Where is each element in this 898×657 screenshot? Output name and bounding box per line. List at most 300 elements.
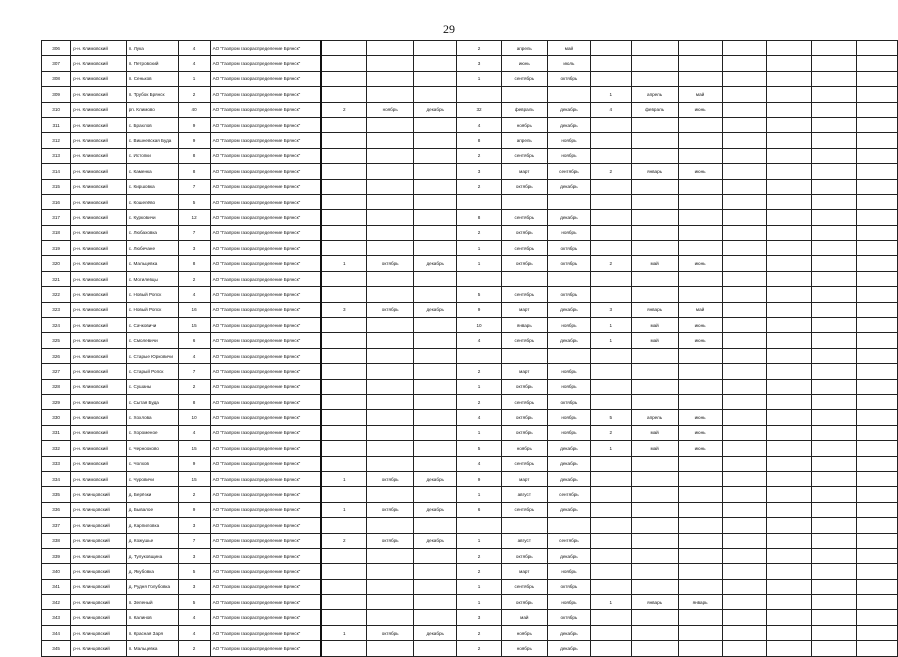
cell-s2-start: октябрь [501,410,547,425]
cell-s3-end: июнь [678,318,722,333]
cell-s4-start [766,256,811,271]
cell-s3-start [631,579,678,594]
cell-s5 [857,87,898,102]
cell-s3-start [631,210,678,225]
cell-organization: АО "Газпром газораспределение Брянск" [210,641,321,656]
cell-s4-count [722,641,766,656]
table-row [42,71,898,86]
table-row [42,579,898,594]
cell-s4-count [722,333,766,348]
cell-s4-end [812,641,857,656]
cell-district: р-н. Клинцовский [71,564,126,579]
cell-s1-end: декабрь [414,502,457,517]
cell-s2-count: 8 [457,133,502,148]
cell-s2-count: 4 [457,456,502,471]
cell-s3-count: 2 [591,164,632,179]
cell-s2-count: 4 [457,410,502,425]
cell-s2-count: 2 [457,148,502,163]
cell-district: р-н. Климовский [71,225,126,240]
cell-s2-count: 2 [457,625,502,640]
cell-count: 7 [178,225,210,240]
cell-s1-count [321,56,366,71]
cell-s3-end: май [678,87,722,102]
cell-s3-start [631,71,678,86]
cell-count: 5 [178,595,210,610]
cell-row-number: 338 [42,533,71,548]
cell-s2-start [501,271,547,286]
cell-s2-end [547,194,590,209]
cell-row-number: 309 [42,87,71,102]
cell-settlement: п. Мальцевка [126,641,178,656]
cell-s1-start [367,518,414,533]
cell-s1-count [321,641,366,656]
cell-s2-end [547,348,590,363]
cell-s3-count [591,456,632,471]
cell-s1-end [414,41,457,56]
cell-s1-count [321,225,366,240]
cell-s4-end [812,564,857,579]
cell-count: 2 [178,271,210,286]
cell-s2-start: май [501,610,547,625]
cell-district: р-н. Климовский [71,318,126,333]
cell-s3-count [591,348,632,363]
cell-count: 1 [178,71,210,86]
cell-s3-start [631,394,678,409]
cell-s3-end [678,287,722,302]
cell-s4-end [812,164,857,179]
cell-organization: АО "Газпром газораспределение Брянск" [210,487,321,502]
cell-s4-count [722,302,766,317]
cell-s5 [857,548,898,563]
cell-count: 40 [178,102,210,117]
cell-row-number: 341 [42,579,71,594]
cell-s1-start [367,164,414,179]
cell-s5 [857,56,898,71]
cell-count: 9 [178,502,210,517]
cell-s4-count [722,225,766,240]
cell-s1-start [367,564,414,579]
cell-s2-count: 3 [457,56,502,71]
cell-s2-start: март [501,302,547,317]
cell-s3-end [678,225,722,240]
cell-s4-end [812,87,857,102]
cell-s2-end: декабрь [547,471,590,486]
cell-s3-start [631,610,678,625]
cell-organization: АО "Газпром газораспределение Брянск" [210,518,321,533]
cell-s4-count [722,271,766,286]
cell-s2-start: март [501,164,547,179]
cell-s2-end: ноябрь [547,595,590,610]
cell-s3-start: февраль [631,102,678,117]
cell-organization: АО "Газпром газораспределение Брянск" [210,333,321,348]
cell-settlement: с. Чернооково [126,441,178,456]
cell-s3-start [631,56,678,71]
cell-s4-start [766,133,811,148]
cell-s2-start: октябрь [501,595,547,610]
cell-district: р-н. Климовский [71,364,126,379]
cell-s1-count [321,318,366,333]
cell-settlement: д. Рудня Голубовка [126,579,178,594]
cell-s4-start [766,225,811,240]
cell-s3-start [631,194,678,209]
cell-s2-start [501,87,547,102]
table-row [42,287,898,302]
cell-count: 8 [178,256,210,271]
cell-s3-start [631,518,678,533]
cell-s2-end: декабрь [547,456,590,471]
table-row [42,333,898,348]
cell-s3-end [678,117,722,132]
cell-s4-start [766,164,811,179]
cell-s3-end [678,41,722,56]
cell-organization: АО "Газпром газораспределение Брянск" [210,102,321,117]
cell-district: р-н. Климовский [71,71,126,86]
cell-row-number: 310 [42,102,71,117]
cell-s4-start [766,641,811,656]
cell-count: 4 [178,610,210,625]
cell-s3-end: июнь [678,164,722,179]
cell-s5 [857,210,898,225]
table-row [42,610,898,625]
cell-organization: АО "Газпром газораспределение Брянск" [210,71,321,86]
cell-s4-start [766,56,811,71]
cell-s2-start: сентябрь [501,71,547,86]
cell-s3-count [591,41,632,56]
cell-s3-start [631,641,678,656]
table-row [42,564,898,579]
cell-s2-count: 10 [457,318,502,333]
cell-s5 [857,641,898,656]
cell-s5 [857,456,898,471]
cell-s2-end: сентябрь [547,533,590,548]
cell-s2-end: ноябрь [547,148,590,163]
cell-s2-count: 1 [457,379,502,394]
cell-s1-start: октябрь [367,471,414,486]
cell-count: 4 [178,348,210,363]
cell-s2-start [501,518,547,533]
cell-count: 2 [178,641,210,656]
cell-settlement: п. Сеньков [126,71,178,86]
cell-organization: АО "Газпром газораспределение Брянск" [210,548,321,563]
cell-district: р-н. Климовский [71,179,126,194]
cell-s3-end [678,56,722,71]
cell-s4-start [766,610,811,625]
cell-s1-start [367,379,414,394]
cell-s5 [857,164,898,179]
cell-s3-count [591,56,632,71]
cell-settlement: п. Красная Заря [126,625,178,640]
cell-s1-count [321,579,366,594]
cell-s2-count [457,194,502,209]
cell-s2-start: сентябрь [501,333,547,348]
cell-settlement: рп. Климово [126,102,178,117]
cell-s4-end [812,287,857,302]
cell-settlement: д. Берёзки [126,487,178,502]
cell-s1-count [321,456,366,471]
cell-district: р-н. Климовский [71,133,126,148]
cell-s5 [857,564,898,579]
table-row [42,210,898,225]
cell-s4-count [722,379,766,394]
cell-count: 9 [178,456,210,471]
cell-district: р-н. Климовский [71,410,126,425]
cell-s2-end: декабрь [547,210,590,225]
cell-s3-count: 1 [591,87,632,102]
cell-s5 [857,318,898,333]
cell-s2-count: 1 [457,579,502,594]
cell-s1-start [367,56,414,71]
cell-organization: АО "Газпром газораспределение Брянск" [210,117,321,132]
cell-settlement: с. Любечане [126,241,178,256]
cell-s4-end [812,318,857,333]
cell-s3-start [631,487,678,502]
cell-s2-end [547,87,590,102]
cell-s1-count: 1 [321,471,366,486]
cell-s5 [857,194,898,209]
cell-s1-end [414,87,457,102]
cell-organization: АО "Газпром газораспределение Брянск" [210,625,321,640]
cell-s3-count [591,641,632,656]
cell-s1-count [321,548,366,563]
table-row [42,41,898,56]
table-row [42,318,898,333]
cell-s4-end [812,441,857,456]
cell-s2-count: 1 [457,71,502,86]
cell-s4-count [722,595,766,610]
cell-row-number: 340 [42,564,71,579]
cell-row-number: 333 [42,456,71,471]
cell-settlement: с. Мальцевка [126,256,178,271]
cell-s3-start [631,179,678,194]
cell-s5 [857,425,898,440]
cell-settlement: п. Лука [126,41,178,56]
cell-settlement: д. Бывалое [126,502,178,517]
cell-s2-count: 2 [457,548,502,563]
cell-s5 [857,625,898,640]
cell-s1-start [367,271,414,286]
table-row [42,625,898,640]
cell-s3-count [591,148,632,163]
cell-s4-count [722,194,766,209]
cell-s1-end [414,194,457,209]
cell-row-number: 337 [42,518,71,533]
cell-s4-end [812,579,857,594]
cell-organization: АО "Газпром газораспределение Брянск" [210,471,321,486]
cell-settlement: п. Трубок Брянск [126,87,178,102]
cell-district: р-н. Климовский [71,379,126,394]
cell-s2-start: март [501,364,547,379]
cell-s3-count [591,133,632,148]
cell-s4-start [766,41,811,56]
cell-s4-start [766,595,811,610]
cell-s3-start [631,287,678,302]
cell-row-number: 326 [42,348,71,363]
cell-s5 [857,518,898,533]
cell-count: 4 [178,425,210,440]
cell-s4-end [812,102,857,117]
cell-s4-count [722,548,766,563]
cell-organization: АО "Газпром газораспределение Брянск" [210,87,321,102]
cell-s2-end: ноябрь [547,379,590,394]
cell-district: р-н. Климовский [71,333,126,348]
cell-count: 9 [178,133,210,148]
cell-settlement: с. Новый Ропск [126,287,178,302]
cell-s1-count [321,441,366,456]
cell-row-number: 317 [42,210,71,225]
cell-s2-end: декабрь [547,441,590,456]
cell-district: р-н. Климовский [71,271,126,286]
cell-s2-count: 2 [457,225,502,240]
cell-row-number: 321 [42,271,71,286]
cell-s3-end: июнь [678,256,722,271]
cell-s4-count [722,471,766,486]
cell-s3-start: январь [631,595,678,610]
cell-s3-count [591,287,632,302]
cell-s3-end: январь [678,595,722,610]
gasification-schedule-table [41,40,898,657]
cell-s1-count [321,148,366,163]
cell-row-number: 330 [42,410,71,425]
cell-s2-count: 2 [457,41,502,56]
cell-s3-start: апрель [631,87,678,102]
cell-s2-end: декабрь [547,641,590,656]
cell-s1-count [321,348,366,363]
cell-district: р-н. Климовский [71,287,126,302]
cell-s1-end [414,287,457,302]
cell-s3-end [678,610,722,625]
cell-s1-end [414,487,457,502]
cell-row-number: 339 [42,548,71,563]
cell-settlement: с. Могилевцы [126,271,178,286]
cell-s1-start: ноябрь [367,102,414,117]
cell-row-number: 331 [42,425,71,440]
cell-s4-end [812,625,857,640]
cell-row-number: 334 [42,471,71,486]
cell-count: 3 [178,518,210,533]
cell-count: 15 [178,318,210,333]
cell-organization: АО "Газпром газораспределение Брянск" [210,271,321,286]
cell-s4-start [766,548,811,563]
cell-count: 8 [178,394,210,409]
cell-settlement: с. Хохлова [126,410,178,425]
cell-organization: АО "Газпром газораспределение Брянск" [210,225,321,240]
cell-s4-start [766,210,811,225]
cell-s4-end [812,225,857,240]
cell-s3-count [591,548,632,563]
cell-s5 [857,595,898,610]
cell-s3-end [678,518,722,533]
cell-organization: АО "Газпром газораспределение Брянск" [210,595,321,610]
cell-s4-count [722,287,766,302]
cell-settlement: с. Сушаны [126,379,178,394]
cell-row-number: 315 [42,179,71,194]
cell-s2-start: ноябрь [501,117,547,132]
cell-s1-start [367,364,414,379]
cell-s2-start: октябрь [501,256,547,271]
cell-s1-end [414,133,457,148]
cell-organization: АО "Газпром газораспределение Брянск" [210,318,321,333]
cell-s3-start: май [631,441,678,456]
cell-s1-start [367,287,414,302]
cell-s5 [857,579,898,594]
cell-s4-end [812,348,857,363]
cell-s3-count [591,394,632,409]
table-row [42,148,898,163]
table-body [42,41,898,657]
cell-s3-count [591,502,632,517]
cell-s4-start [766,379,811,394]
cell-s2-end: декабрь [547,333,590,348]
cell-row-number: 335 [42,487,71,502]
cell-settlement: с. Любаховка [126,225,178,240]
cell-s1-start [367,241,414,256]
cell-s1-end [414,518,457,533]
cell-s1-start [367,333,414,348]
cell-district: р-н. Клинцовский [71,533,126,548]
cell-row-number: 306 [42,41,71,56]
cell-s2-start: сентябрь [501,210,547,225]
cell-s1-start: октябрь [367,256,414,271]
cell-s3-count [591,271,632,286]
cell-s2-count: 8 [457,210,502,225]
cell-count: 6 [178,333,210,348]
cell-s4-count [722,133,766,148]
cell-s4-end [812,271,857,286]
cell-s1-start [367,87,414,102]
cell-count: 15 [178,471,210,486]
cell-s2-end: сентябрь [547,487,590,502]
cell-s1-end [414,364,457,379]
cell-s1-count [321,41,366,56]
cell-s4-count [722,348,766,363]
cell-district: р-н. Клинцовский [71,595,126,610]
cell-s4-count [722,610,766,625]
cell-s4-end [812,241,857,256]
cell-count: 16 [178,302,210,317]
cell-s2-start: ноябрь [501,441,547,456]
cell-s1-end [414,641,457,656]
table-row [42,410,898,425]
cell-s2-end: сентябрь [547,164,590,179]
cell-s2-start: март [501,471,547,486]
cell-s3-end [678,271,722,286]
cell-organization: АО "Газпром газораспределение Брянск" [210,348,321,363]
cell-s4-count [722,256,766,271]
cell-district: р-н. Климовский [71,56,126,71]
cell-district: р-н. Климовский [71,41,126,56]
cell-s1-start [367,210,414,225]
cell-district: р-н. Климовский [71,348,126,363]
cell-s1-end [414,179,457,194]
cell-s4-end [812,56,857,71]
cell-settlement: с. Сачковичи [126,318,178,333]
cell-s1-end [414,210,457,225]
cell-s3-count [591,533,632,548]
cell-organization: АО "Газпром газораспределение Брянск" [210,364,321,379]
cell-s3-end: июнь [678,410,722,425]
cell-district: р-н. Климовский [71,441,126,456]
cell-s2-start: октябрь [501,179,547,194]
cell-s2-start: сентябрь [501,579,547,594]
cell-s3-start [631,456,678,471]
cell-s4-start [766,287,811,302]
cell-district: р-н. Климовский [71,425,126,440]
cell-s3-start [631,133,678,148]
cell-s4-count [722,56,766,71]
cell-s1-start [367,548,414,563]
cell-s1-start [367,487,414,502]
cell-organization: АО "Газпром газораспределение Брянск" [210,56,321,71]
